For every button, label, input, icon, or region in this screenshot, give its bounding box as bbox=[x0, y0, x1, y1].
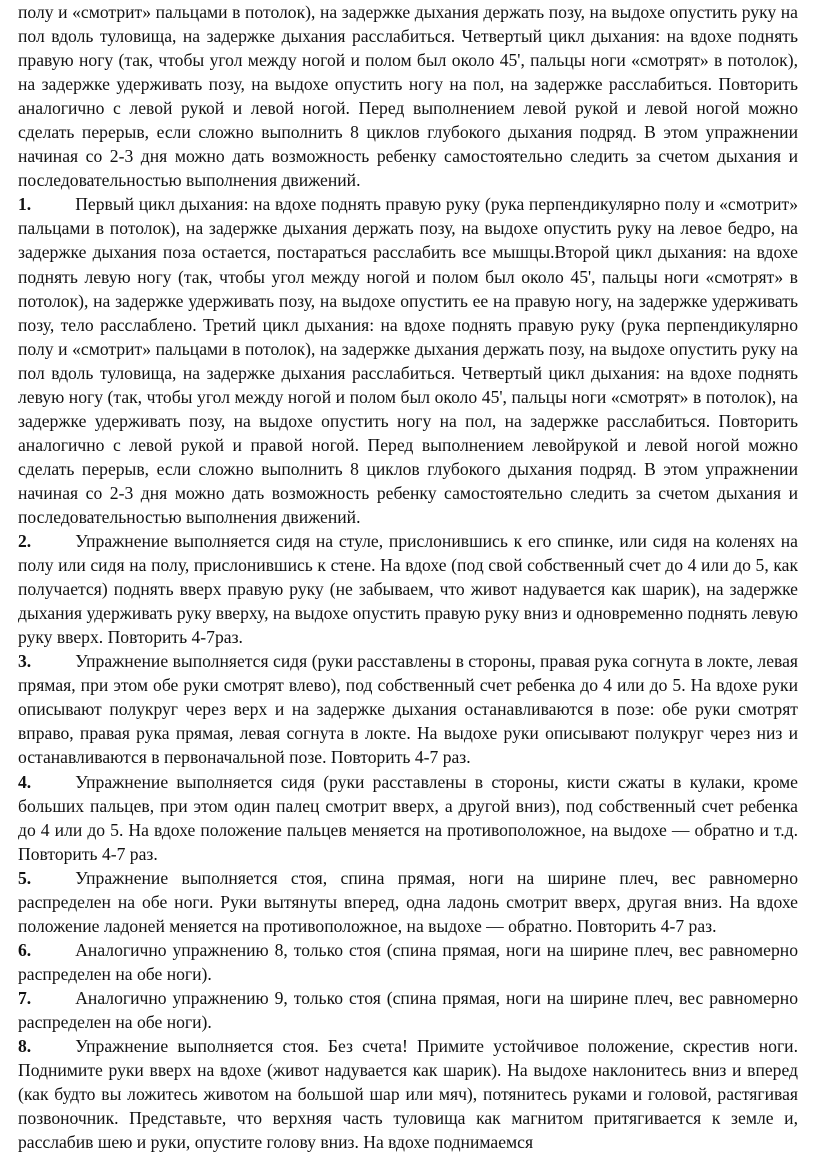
item-number: 5. bbox=[18, 867, 32, 888]
intro-paragraph: полу и «смотрит» пальцами в потолок), на задержке дыхания держать позу, на выдохе опустить руку на пол вдоль туловища, на задержке дыхания расслабиться. Четвертый цикл дыхания: на вдохе поднять правую ногу (так, чтобы угол между ногой и полом был около 45', пальцы ноги «смотрят» в потолок), на задержке удерживать позу, на выдохе опустить ногу на пол, на задержке расслабиться. Повторить аналогично с левой рукой и левой ногой. Перед выполнением левой рукой и левой ногой можно сделать перерыв, если сложно выполнить 8 циклов глубокого дыхания подряд. В этом упражнении начиная со 2-3 дня можно дать возможность ребенку самостоятельно следить за счетом дыхания и последовательностью выполнения движений. bbox=[18, 2, 798, 191]
item-text: Первый цикл дыхания: на вдохе поднять правую руку (рука перпендикулярно полу и «смотрит» пальцами в потолок), на задержке дыхания держать позу, на выдохе опустить руку на левое бедро, на задержке дыхания поза остается, постараться расслабить все мышцы.Второй цикл дыхания: на вдохе поднять левую ногу (так, чтобы угол между ногой и полом был около 45', пальцы ноги «смотрят» в потолок), на задержке удерживать позу, на выдохе опустить ее на правую ногу, на задержке удерживать позу, тело расслаблено. Третий цикл дыхания: на вдохе поднять правую руку (рука перпендикулярно полу и «смотрит» пальцами в потолок), на задержке дыхания держать позу, на выдохе опустить руку на пол вдоль туловища, на задержке дыхания расслабиться. Четвертый цикл дыхания: на вдохе поднять левую ногу (так, чтобы угол между ногой и полом был около 45', пальцы ноги «смотрят» в потолок), на задержке удерживать позу, на выдохе опустить ногу на пол, на задержке расслабиться. Повторить аналогично с левой рукой и правой ногой. Перед выполнением левойрукой и левой ногой можно сделать перерыв, если сложно выполнить 8 циклов глубокого дыхания подряд. В этом упражнении начиная со 2-3 дня можно дать возможность ребенку самостоятельно следить за счетом дыхания и последовательностью выполнения движений. bbox=[18, 194, 798, 527]
item-number: 3. bbox=[18, 651, 32, 672]
list-item-4 bbox=[18, 770, 798, 866]
item-number: 4. bbox=[18, 771, 32, 792]
list-item-8 bbox=[18, 1034, 798, 1154]
list-item-6 bbox=[18, 938, 798, 986]
item-number: 7. bbox=[18, 987, 32, 1008]
item-text: Упражнение выполняется стоя, спина прямая, ноги на ширине плеч, вес равномерно распределен на обе ноги. Руки вытянуты вперед, одна ладонь смотрит вверх, другая вниз. На вдохе положение ладоней меняется на противоположное, на выдохе — обратно. Повторить 4-7 раз. bbox=[18, 867, 798, 936]
item-number: 8. bbox=[18, 1036, 32, 1057]
item-text: Упражнение выполняется сидя (руки расставлены в стороны, правая рука согнута в локте, левая прямая, при этом обе руки смотрят влево), под собственный счет ребенка до 4 или до 5. На вдохе руки описывают полукруг через верх и на задержке дыхания останавливаются в позе: обе руки смотрят вправо, правая рука прямая, левая согнута в локте. На выдохе руки описывают полукруг через низ и останавливаются в первоначальной позе. Повторить 4-7 раз. bbox=[18, 651, 798, 768]
item-text: Упражнение выполняется стоя. Без счета! Примите устойчивое положение, скрестив ноги. Поднимите руки вверх на вдохе (живот надувается как шарик). На выдохе наклонитесь вниз и вперед (как будто вы ложитесь животом на большой шар или мяч), потянитесь руками и головой, растягивая позвоночник. Представьте, что верхняя часть туловища как магнитом притягивается к земле и, расслабив шею и руки, опустите голову вниз. На вдохе поднимаемся bbox=[18, 1036, 798, 1153]
item-number: 1. bbox=[18, 194, 32, 215]
item-text: Аналогично упражнению 9, только стоя (спина прямая, ноги на ширине плеч, вес равномерно распределен на обе ноги). bbox=[18, 987, 798, 1032]
list-item-3 bbox=[18, 649, 798, 769]
item-text: Упражнение выполняется сидя (руки расставлены в стороны, кисти сжаты в кулаки, кроме больших пальцев, при этом один палец смотрит вверх, а другой вниз), под собственный счет ребенка до 4 или до 5. На вдохе положение пальцев меняется на противоположное, на выдохе — обратно и т.д. Повторить 4-7 раз. bbox=[18, 771, 798, 864]
item-number: 2. bbox=[18, 531, 32, 552]
list-item-2 bbox=[18, 529, 798, 649]
list-item-1 bbox=[18, 192, 798, 529]
item-number: 6. bbox=[18, 939, 32, 960]
item-text: Аналогично упражнению 8, только стоя (спина прямая, ноги на ширине плеч, вес равномерно распределен на обе ноги). bbox=[18, 939, 798, 984]
list-item-5 bbox=[18, 866, 798, 938]
list-item-7 bbox=[18, 986, 798, 1034]
item-text: Упражнение выполняется сидя на стуле, прислонившись к его спинке, или сидя на коленях на полу или сидя на полу, прислонившись к стене. На вдохе (под свой собственный счет до 4 или до 5, как получается) поднять вверх правую руку (не забываем, что живот надувается как шарик), на задержке дыхания удерживать руку вверху, на выдохе опустить правую руку вниз и одновременно поднять левую руку вверх. Повторить 4-7раз. bbox=[18, 531, 798, 648]
